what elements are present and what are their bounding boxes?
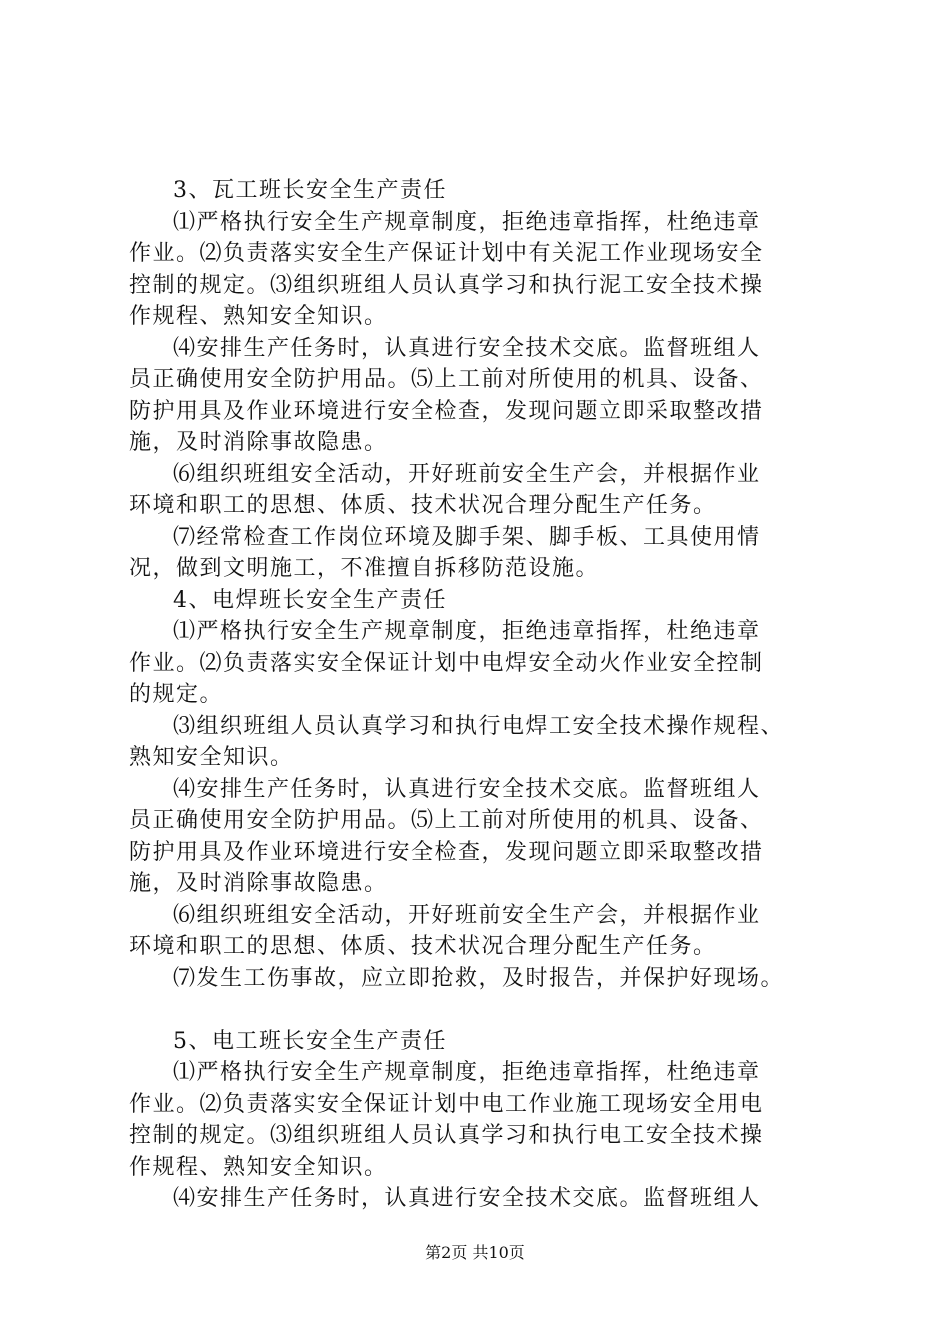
text-line: 的规定。 [129, 682, 224, 707]
text-line: ⑷安排生产任务时，认真进行安全技术交底。监督班组人 [173, 1186, 761, 1211]
text-line: 控制的规定。⑶组织班组人员认真学习和执行电工安全技术操 [129, 1123, 764, 1148]
text-line: 4、电焊班长安全生产责任 [173, 587, 447, 613]
text-line: 况，做到文明施工，不准擅自拆移防范设施。 [129, 556, 600, 581]
text-line: 环境和职工的思想、体质、技术状况合理分配生产任务。 [129, 493, 717, 518]
text-line: ⑴严格执行安全生产规章制度，拒绝违章指挥，杜绝违章 [173, 1060, 761, 1085]
text-line: ⑺经常检查工作岗位环境及脚手架、脚手板、工具使用情 [173, 524, 761, 550]
text-line: ⑺发生工伤事故，应立即抢救，及时报告，并保护好现场。 [173, 965, 785, 991]
text-line: 员正确使用安全防护用品。⑸上工前对所使用的机具、设备、 [129, 808, 764, 833]
text-line: ⑴严格执行安全生产规章制度，拒绝违章指挥，杜绝违章 [173, 209, 761, 235]
text-line: 施，及时消除事故隐患。 [129, 430, 388, 455]
text-line: 防护用具及作业环境进行安全检查，发现问题立即采取整改措 [129, 398, 764, 424]
text-line: ⑹组织班组安全活动，开好班前安全生产会，并根据作业 [173, 902, 761, 928]
text-line: 作业。⑵负责落实安全生产保证计划中有关泥工作业现场安全 [129, 241, 764, 266]
text-line: 作业。⑵负责落实安全保证计划中电焊安全动火作业安全控制 [129, 650, 764, 676]
text-line: 环境和职工的思想、体质、技术状况合理分配生产任务。 [129, 934, 717, 959]
document-body [129, 175, 849, 1215]
text-line: 3、瓦工班长安全生产责任 [173, 178, 447, 203]
text-line: 施，及时消除事故隐患。 [129, 871, 388, 896]
text-line: 作规程、熟知安全知识。 [129, 1154, 388, 1180]
blank-line [129, 994, 849, 1026]
text-line: ⑴严格执行安全生产规章制度，拒绝违章指挥，杜绝违章 [173, 619, 761, 644]
text-line: 作规程、熟知安全知识。 [129, 304, 388, 329]
text-line: 5、电工班长安全生产责任 [173, 1028, 447, 1054]
text-line: ⑶组织班组人员认真学习和执行电焊工安全技术操作规程、 [173, 713, 785, 739]
text-line: 熟知安全知识。 [129, 745, 294, 770]
text-line: ⑷安排生产任务时，认真进行安全技术交底。监督班组人 [173, 776, 761, 802]
text-line: ⑷安排生产任务时，认真进行安全技术交底。监督班组人 [173, 335, 761, 361]
page-footer: 第2页 共10页 [425, 1243, 525, 1262]
text-line: 员正确使用安全防护用品。⑸上工前对所使用的机具、设备、 [129, 367, 764, 392]
text-line: ⑹组织班组安全活动，开好班前安全生产会，并根据作业 [173, 461, 761, 487]
text-line: 防护用具及作业环境进行安全检查，发现问题立即采取整改措 [129, 839, 764, 865]
text-line: 作业。⑵负责落实安全保证计划中电工作业施工现场安全用电 [129, 1091, 764, 1117]
text-line: 控制的规定。⑶组织班组人员认真学习和执行泥工安全技术操 [129, 272, 764, 298]
